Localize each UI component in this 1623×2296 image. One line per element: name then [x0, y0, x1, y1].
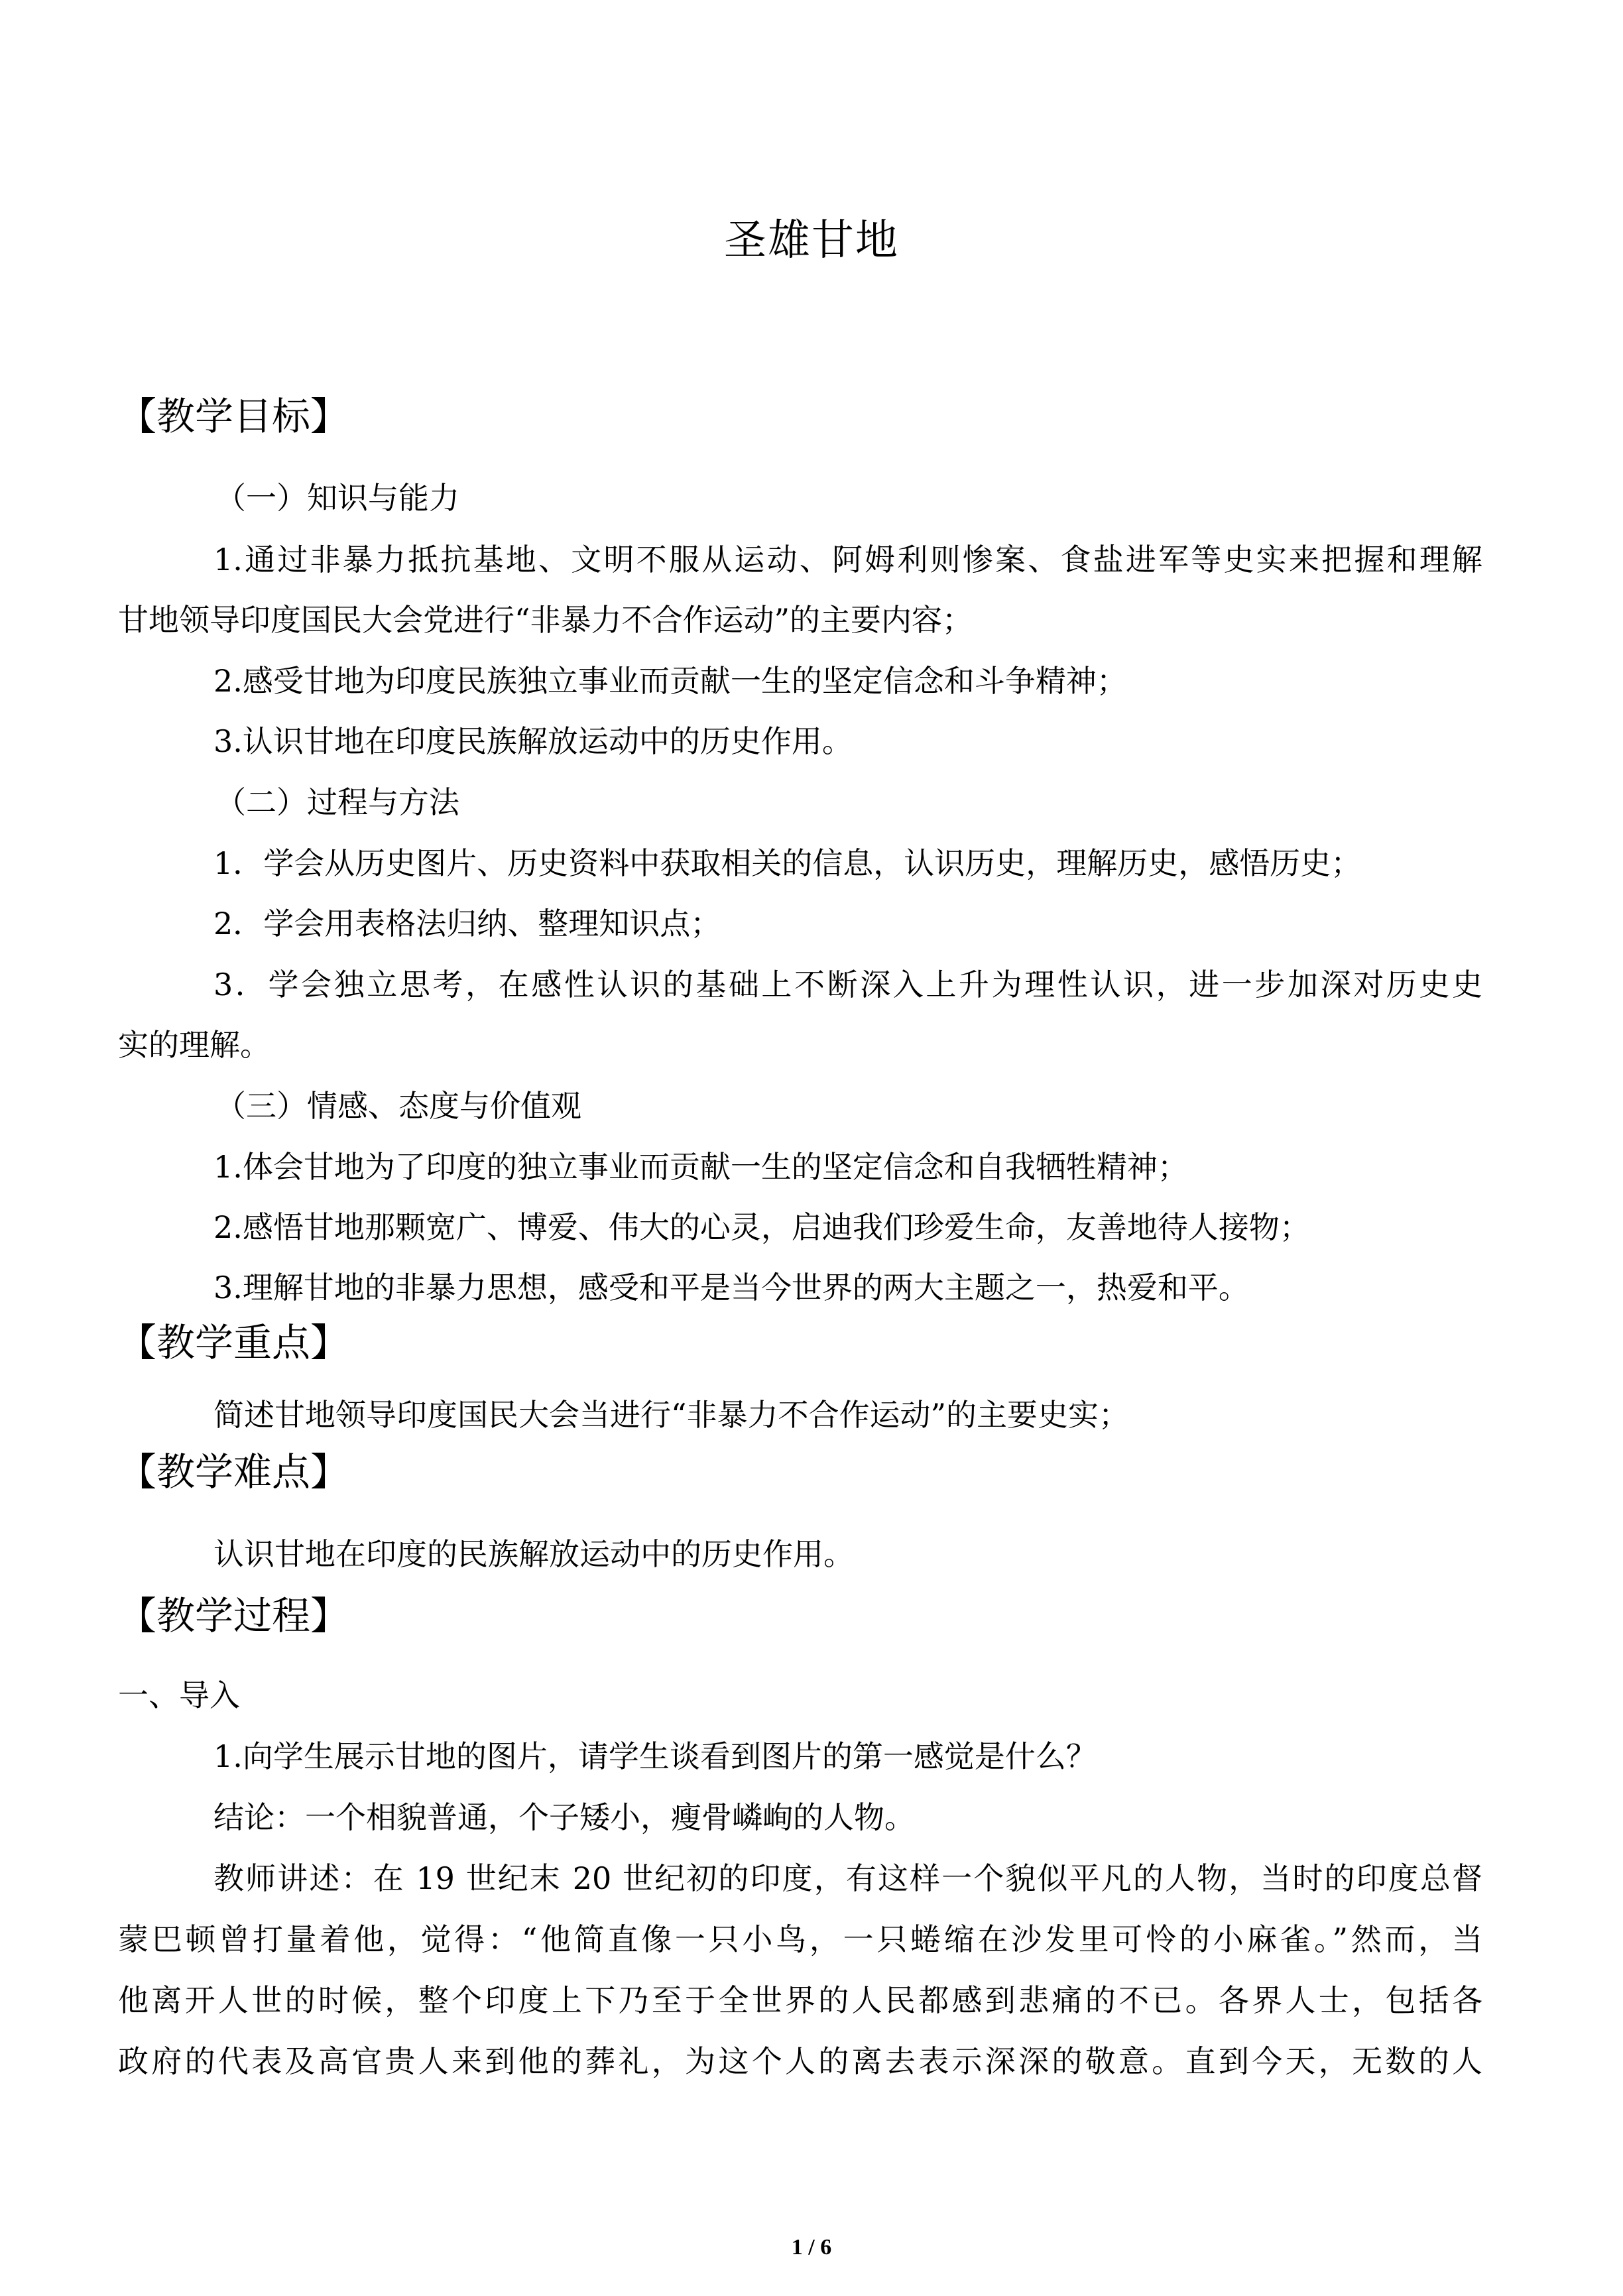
narration-line4: 政府的代表及高官贵人来到他的葬礼，为这个人的离去表示深深的敬意。直到今天，无数的人 [118, 2043, 1482, 2079]
intro-heading: 一、导入 [118, 1677, 240, 1713]
process-methods-item1: 1．学会从历史图片、历史资料中获取相关的信息，认识历史，理解历史，感悟历史； [213, 845, 1362, 881]
knowledge-item1-line2: 甘地领导印度国民大会党进行“非暴力不合作运动”的主要内容； [118, 602, 973, 638]
difficulties-text: 认识甘地在印度的民族解放运动中的历史作用。 [213, 1536, 854, 1572]
intro-conclusion: 结论：一个相貌普通，个子矮小，瘦骨嶙峋的人物。 [213, 1799, 915, 1835]
knowledge-heading: （一）知识与能力 [215, 480, 459, 516]
narration-line3: 他离开人世的时候，整个印度上下乃至于全世界的人民都感到悲痛的不已。各界人士，包括各 [118, 1982, 1482, 2018]
objectives-heading: 【教学目标】 [118, 394, 349, 439]
knowledge-item2: 2.感受甘地为印度民族独立事业而贡献一生的坚定信念和斗争精神； [213, 663, 1127, 699]
process-methods-item3-line1: 3．学会独立思考，在感性认识的基础上不断深入上升为理性认识，进一步加深对历史史 [213, 967, 1482, 1002]
key-points-text: 简述甘地领导印度国民大会当进行“非暴力不合作运动”的主要史实； [213, 1397, 1130, 1433]
narration-line1: 教师讲述：在 19 世纪末 20 世纪初的印度，有这样一个貌似平凡的人物，当时的印度总督 [213, 1860, 1482, 1896]
emotion-heading: （三）情感、态度与价值观 [215, 1088, 581, 1124]
intro-item1: 1.向学生展示甘地的图片，请学生谈看到图片的第一感觉是什么？ [213, 1738, 1097, 1774]
teaching-process-heading: 【教学过程】 [118, 1593, 349, 1638]
page-number: 1 / 6 [791, 2235, 832, 2260]
key-points-heading: 【教学重点】 [118, 1320, 349, 1365]
knowledge-item1-line1: 1.通过非暴力抵抗基地、文明不服从运动、阿姆利则惨案、食盐进军等史实来把握和理解 [213, 542, 1482, 577]
emotion-item1: 1.体会甘地为了印度的独立事业而贡献一生的坚定信念和自我牺牲精神； [213, 1149, 1188, 1185]
knowledge-item3: 3.认识甘地在印度民族解放运动中的历史作用。 [213, 723, 853, 759]
emotion-item3: 3.理解甘地的非暴力思想，感受和平是当今世界的两大主题之一，热爱和平。 [213, 1270, 1249, 1305]
emotion-item2: 2.感悟甘地那颗宽广、博爱、伟大的心灵，启迪我们珍爱生命，友善地待人接物； [213, 1209, 1310, 1245]
process-methods-item2: 2．学会用表格法归纳、整理知识点； [213, 906, 721, 941]
narration-line2: 蒙巴顿曾打量着他，觉得：“他简直像一只小鸟，一只蜷缩在沙发里可怜的小麻雀。”然而，当 [118, 1921, 1482, 1957]
process-methods-item3-line2: 实的理解。 [118, 1027, 270, 1063]
process-methods-heading: （二）过程与方法 [215, 784, 459, 820]
document-title: 圣雄甘地 [724, 216, 899, 265]
difficulties-heading: 【教学难点】 [118, 1449, 349, 1494]
